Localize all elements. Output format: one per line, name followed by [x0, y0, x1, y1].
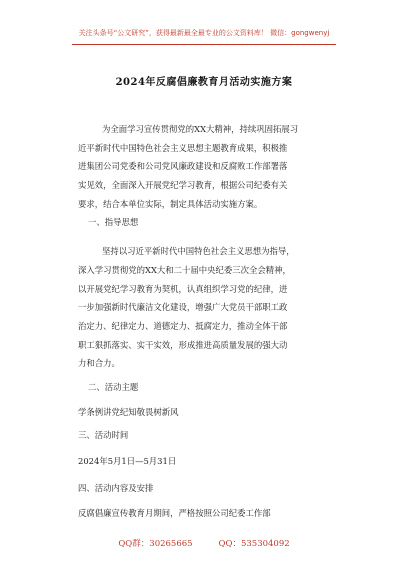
body-line: 职工狠抓落实、实干实效，形成推进高质量发展的强大动 [78, 340, 288, 350]
promo-banner: 关注头条号“公文研究”，获得最新最全最专业的公文资料库！ 微信：gongwenyj [78, 29, 330, 37]
body-line: 要求，结合本单位实际，制定具体活动实施方案。 [78, 199, 263, 209]
body-line: 实见效，全面深入开展党纪学习教育，根据公司纪委有关 [78, 180, 288, 190]
contact-footer [0, 537, 408, 549]
section-heading: 二、活动主题 [88, 382, 139, 392]
body-line: 深入学习贯彻党的XX大和二十届中央纪委三次全会精神， [78, 265, 291, 275]
body-line: 以开展党纪学习教育为契机，认真组织学习党的纪律，进 [78, 284, 288, 294]
body-line: 2024年5月1日—5月31日 [78, 456, 177, 466]
body-line: 进集团公司党委和公司党风廉政建设和反腐败工作部署落 [78, 161, 288, 171]
qq-contact-text: QQ：535304092 [218, 539, 290, 549]
section-heading: 四、活动内容及安排 [78, 483, 154, 493]
body-line: 坚持以习近平新时代中国特色社会主义思想为指导， [102, 246, 295, 256]
body-line: 一步加强新时代廉洁文化建设，增强广大党员干部职工政 [78, 302, 288, 312]
body-line: 为全面学习宣传贯彻党的XX大精神，持续巩固拓展习 [102, 124, 299, 134]
body-line: 治定力、纪律定力、道德定力、抵腐定力，推动全体干部 [78, 321, 288, 331]
section-heading: 一、指导思想 [88, 217, 139, 227]
body-line: 近平新时代中国特色社会主义思想主题教育成果，积极推 [78, 143, 288, 153]
banner-divider [72, 44, 336, 45]
document-title: 2024年反腐倡廉教育月活动实施方案 [115, 77, 293, 88]
body-line: 反腐倡廉宣传教育月期间，严格按照公司纪委工作部 [78, 508, 271, 518]
body-line: 学条例讲党纪知敬畏树新风 [78, 407, 179, 417]
body-line: 力和合力。 [78, 358, 120, 368]
qq-group-text: QQ群：30265665 [118, 539, 193, 549]
section-heading: 三、活动时间 [78, 430, 129, 440]
